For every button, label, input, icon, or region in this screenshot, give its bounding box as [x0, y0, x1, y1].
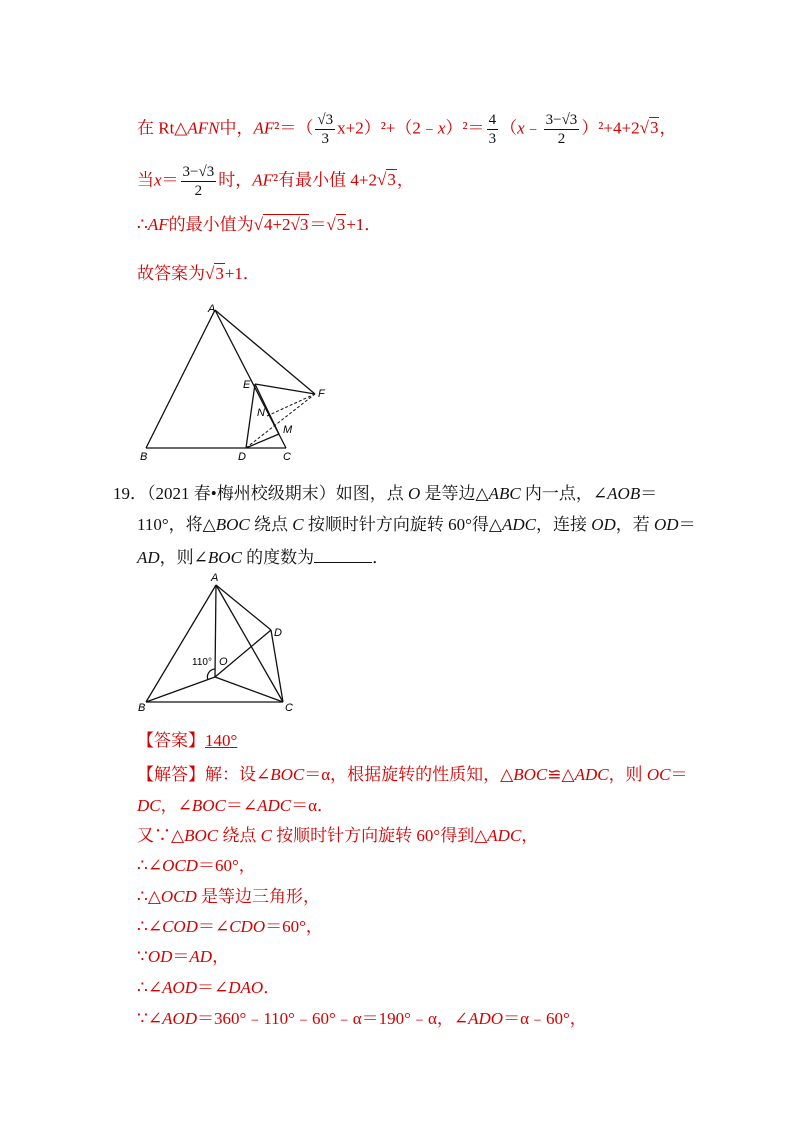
sqrt: √3: [639, 118, 659, 138]
sqrt: √4+2√3: [253, 215, 309, 234]
label-n: N: [257, 407, 265, 419]
figure-2-geometry: [130, 568, 310, 718]
solution-line-4: 故答案为√3+1．: [137, 264, 260, 283]
fraction: $\frac{3-√3}{2}$: [182, 164, 215, 199]
solution-line-3: ∴AF的最小值为√4+2√3＝√3+1．: [137, 215, 382, 234]
segment-ab: [146, 310, 215, 448]
analysis-line-6: ∴∠COD＝∠CDO＝60°，: [137, 917, 323, 936]
analysis-line-1: 【解答】解：设∠BOC＝α，根据旋转的性质知，△BOC≌△ADC，则 OC＝: [137, 765, 688, 784]
segment-oc: [215, 677, 283, 702]
label-c: C: [285, 702, 293, 714]
sqrt: √3: [326, 215, 346, 234]
sqrt: √3: [205, 264, 224, 283]
solution-line-2: 当x＝ $\frac{3-√3}{2}$ 时，AF²有最小值 4+2√3，: [137, 164, 414, 199]
answer-blank: [314, 546, 372, 563]
label-m: M: [283, 424, 293, 436]
segment-od: [215, 630, 271, 677]
solution-line-1: 在 Rt△AFN中，AF²＝（ $\frac{√3}{3}$ x+2）²+（2﹣x）²＝ $\frac{4}{3}$ （x﹣ $\frac{3-√3}{2}$ ）²+4+2√3，: [137, 112, 677, 147]
label-a: A: [208, 303, 216, 315]
segment-af: [215, 310, 315, 394]
segment-ef: [255, 384, 315, 394]
segment-bo: [146, 677, 215, 702]
fraction: $\frac{√3}{3}$: [317, 112, 334, 147]
fraction: $\frac{4}{3}$: [488, 112, 497, 147]
label-f: F: [318, 388, 325, 400]
figure-1-geometry: [130, 298, 340, 468]
segment-dm: [246, 434, 279, 448]
analysis-line-9: ∵∠AOD＝360°﹣110°﹣60°﹣α＝190°﹣α，∠ADO＝α﹣60°，: [137, 1009, 587, 1028]
segment-ab: [146, 585, 216, 702]
label-d: D: [274, 627, 282, 639]
problem-19-line-2: 110°，将△BOC 绕点 C 按顺时针方向旋转 60°得△ADC，连接 OD，若 OD＝: [137, 515, 696, 534]
analysis-line-3: 又∵△BOC 绕点 C 按顺时针方向旋转 60°得到△ADC，: [137, 826, 539, 845]
analysis-line-2: DC，∠BOC＝∠ADC＝α．: [137, 796, 335, 815]
analysis-line-4: ∴∠OCD＝60°，: [137, 856, 256, 875]
answer-value: 140°: [205, 731, 238, 750]
label-c: C: [283, 451, 291, 463]
label-b: B: [138, 702, 146, 714]
segment-ao: [215, 585, 216, 677]
label-angle-110: 110°: [192, 657, 212, 668]
label-d: D: [238, 451, 246, 463]
sqrt: √3: [376, 170, 396, 190]
analysis-line-7: ∵OD＝AD，: [137, 947, 230, 966]
problem-19-line-1: 19．（2021 春•梅州校级期末）如图，点 O 是等边△ABC 内一点，∠AOB＝: [113, 484, 658, 503]
answer-line: 【答案】140°: [137, 731, 238, 750]
analysis-line-8: ∴∠AOD＝∠DAO．: [137, 978, 281, 997]
analysis-line-5: ∴△OCD 是等边三角形，: [137, 887, 321, 906]
label-o: O: [219, 656, 228, 668]
label-a: A: [211, 572, 219, 584]
label-e: E: [243, 379, 251, 391]
segment-ed: [246, 384, 255, 448]
segment-df-dashed: [246, 394, 315, 448]
fraction: $\frac{3-√3}{2}$: [545, 112, 578, 147]
segment-ad: [216, 585, 271, 630]
label-b: B: [140, 451, 148, 463]
problem-19-line-3: AD，则∠BOC 的度数为 ．: [137, 548, 390, 567]
